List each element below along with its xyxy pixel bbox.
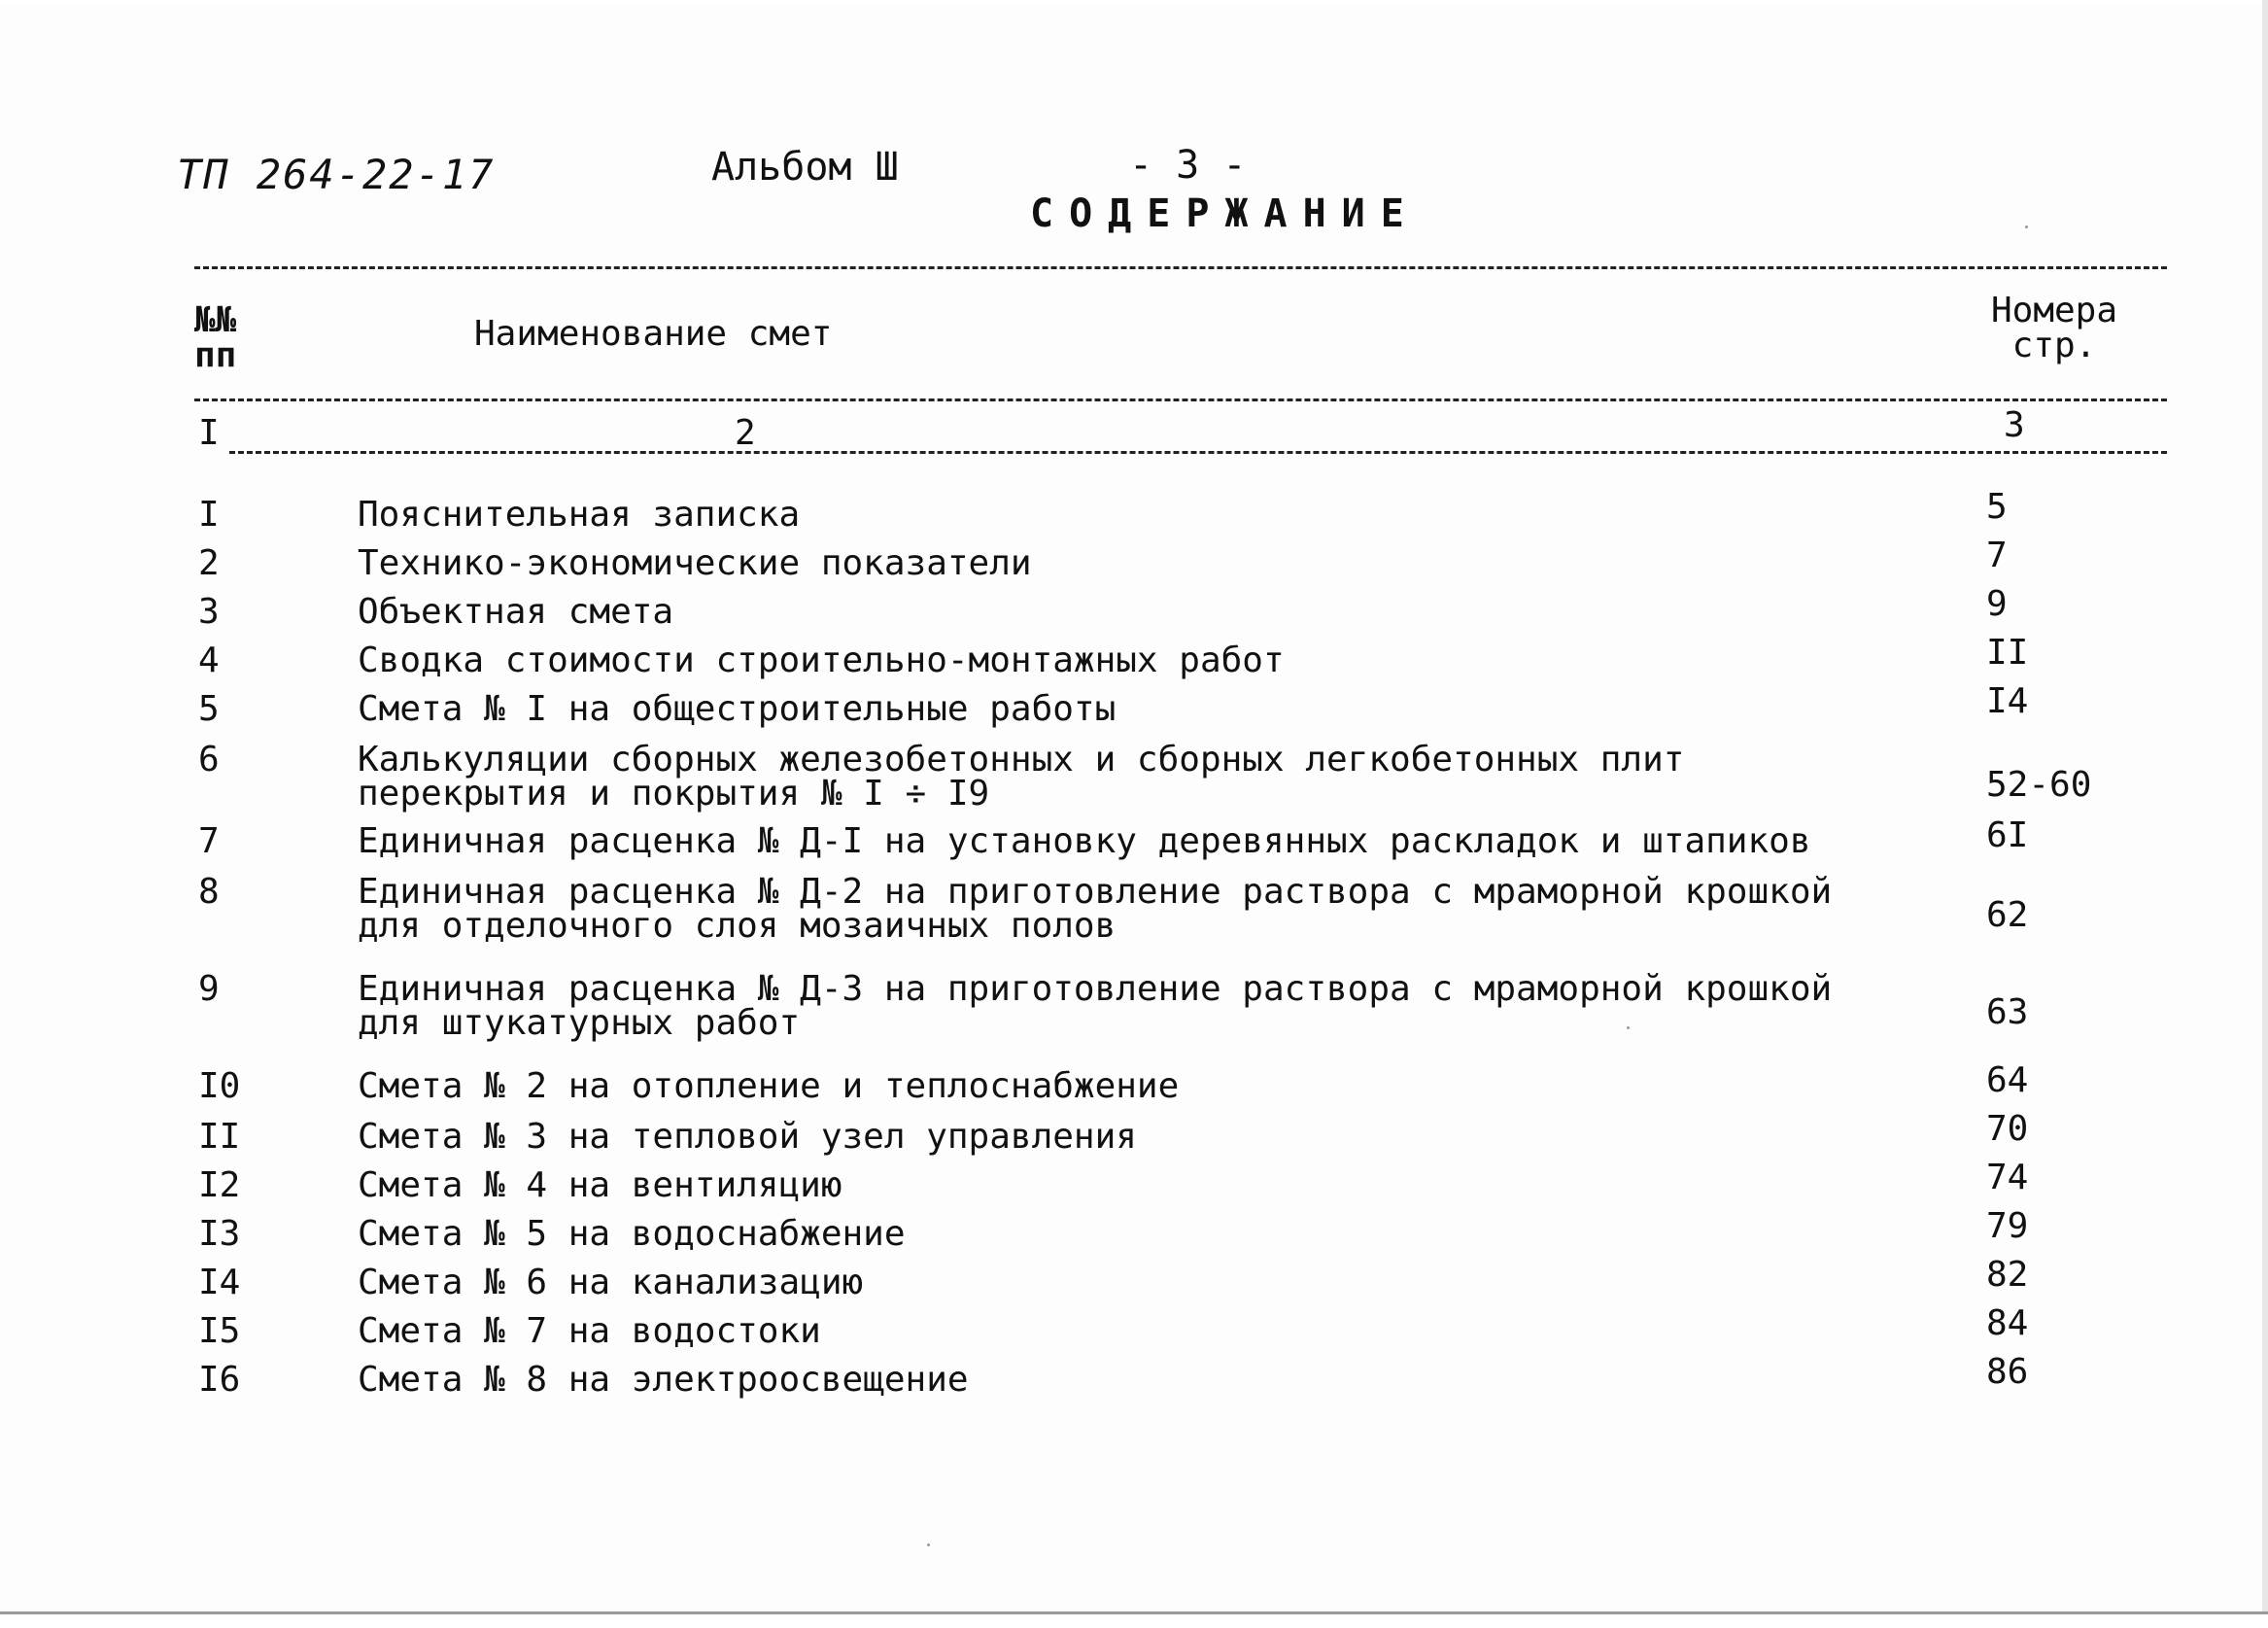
row-number: 7 [198,821,220,861]
row-title-line: для отделочного слоя мозаичных полов [358,906,1117,946]
row-title-line: для штукатурных работ [358,1003,801,1043]
row-page-number: 84 [1986,1303,2029,1343]
row-title-line: Смета № 7 на водостоки [358,1311,821,1351]
row-title-line: перекрытия и покрытия № I ÷ I9 [358,774,990,814]
row-page-number: 70 [1986,1109,2029,1149]
row-title [358,1117,1137,1157]
row-title [358,1066,1180,1106]
row-title [358,821,1811,861]
row-title [358,592,674,632]
row-title-line: Пояснительная записка [358,495,801,535]
header-bottom-rule [194,398,2167,401]
row-title [358,1265,863,1300]
scan-edge-top [0,0,2268,6]
row-title [358,495,801,535]
row-number: 5 [198,689,220,729]
scan-edge-bottom [0,1611,2268,1628]
row-title [358,740,1685,814]
scan-speck [927,1543,930,1546]
row-number: 3 [198,592,220,632]
row-title [358,643,1285,678]
row-title-line: Единичная расценка № Д-2 на приготовление раствора с мраморной крошкой [358,872,1833,912]
row-page-number: 6I [1986,815,2029,855]
row-title-line: Единичная расценка № Д-3 на приготовление раствора с мраморной крошкой [358,969,1833,1009]
page-title: СОДЕРЖАНИЕ [1030,191,1420,236]
row-number: 4 [198,641,220,680]
row-page-number: 63 [1986,992,2029,1032]
row-title-line: Смета № 6 на канализацию [358,1263,864,1302]
row-number: I5 [198,1311,241,1351]
index-bottom-rule [229,451,2167,454]
column-header-number-line1: №№ [194,300,237,340]
row-title-line: Смета № 5 на водоснабжение [358,1214,906,1254]
row-number: I3 [198,1214,241,1254]
row-title-line: Смета № 4 на вентиляцию [358,1165,842,1205]
scan-edge-right [2262,0,2268,1625]
page-number: - 3 - [1129,143,1247,188]
row-number: I4 [198,1263,241,1302]
row-title-line: Смета № 8 на электроосвещение [358,1360,969,1400]
row-title [358,969,1833,1043]
row-title [358,1360,969,1400]
row-title [358,543,1032,583]
document-code: ТП 264-22-17 [177,151,496,198]
table-top-rule [194,266,2167,269]
row-title-line: Сводка стоимости строительно-монтажных работ [358,641,1285,680]
row-title [358,1214,906,1254]
row-page-number: 5 [1986,487,2008,527]
row-title [358,1165,842,1205]
row-number: II [198,1117,241,1157]
column-header-pages-line2: стр. [2011,326,2097,365]
row-number: I6 [198,1360,241,1400]
row-page-number: 64 [1986,1060,2029,1100]
row-page-number: 7 [1986,536,2008,575]
column-header-pages-line1: Номера [1990,291,2118,330]
row-number: I2 [198,1165,241,1205]
scan-speck [2025,225,2028,228]
row-page-number: 62 [1986,895,2029,935]
row-title-line: Единичная расценка № Д-I на установку деревянных раскладок и штапиков [358,821,1811,861]
row-page-number: II [1986,633,2029,673]
row-title [358,1311,821,1351]
row-page-number: I4 [1986,681,2029,721]
scan-speck [1627,1026,1630,1029]
column-index-2: 2 [735,413,756,453]
column-header-pages [1986,291,2122,365]
row-number: I [198,495,220,535]
row-title-line: Технико-экономические показатели [358,543,1032,583]
row-title [358,689,1117,729]
row-title-line: Калькуляции сборных железобетонных и сборных легкобетонных плит [358,740,1685,779]
album-label: Альбом Ш [711,145,899,190]
column-header-number [194,300,272,375]
row-title-line: Смета № I на общестроительные работы [358,689,1117,729]
row-page-number: 86 [1986,1352,2029,1392]
row-title-line: Объектная смета [358,592,674,632]
row-title [358,872,1833,946]
row-number: 6 [198,740,220,779]
column-header-number-line2: пп [194,335,237,375]
column-index-1: I [198,413,220,453]
row-number: I0 [198,1066,241,1106]
row-number: 8 [198,872,220,912]
row-number: 9 [198,969,220,1009]
row-title-line: Смета № 3 на тепловой узел управления [358,1117,1137,1157]
row-title-line: Смета № 2 на отопление и теплоснабжение [358,1066,1180,1106]
row-number: 2 [198,543,220,583]
row-page-number: 74 [1986,1158,2029,1197]
row-page-number: 9 [1986,584,2008,624]
row-page-number: 79 [1986,1206,2029,1246]
row-page-number: 52-60 [1986,765,2092,805]
column-header-name: Наименование смет [474,314,833,354]
row-page-number: 82 [1986,1255,2029,1295]
column-index-3: 3 [2004,405,2025,445]
